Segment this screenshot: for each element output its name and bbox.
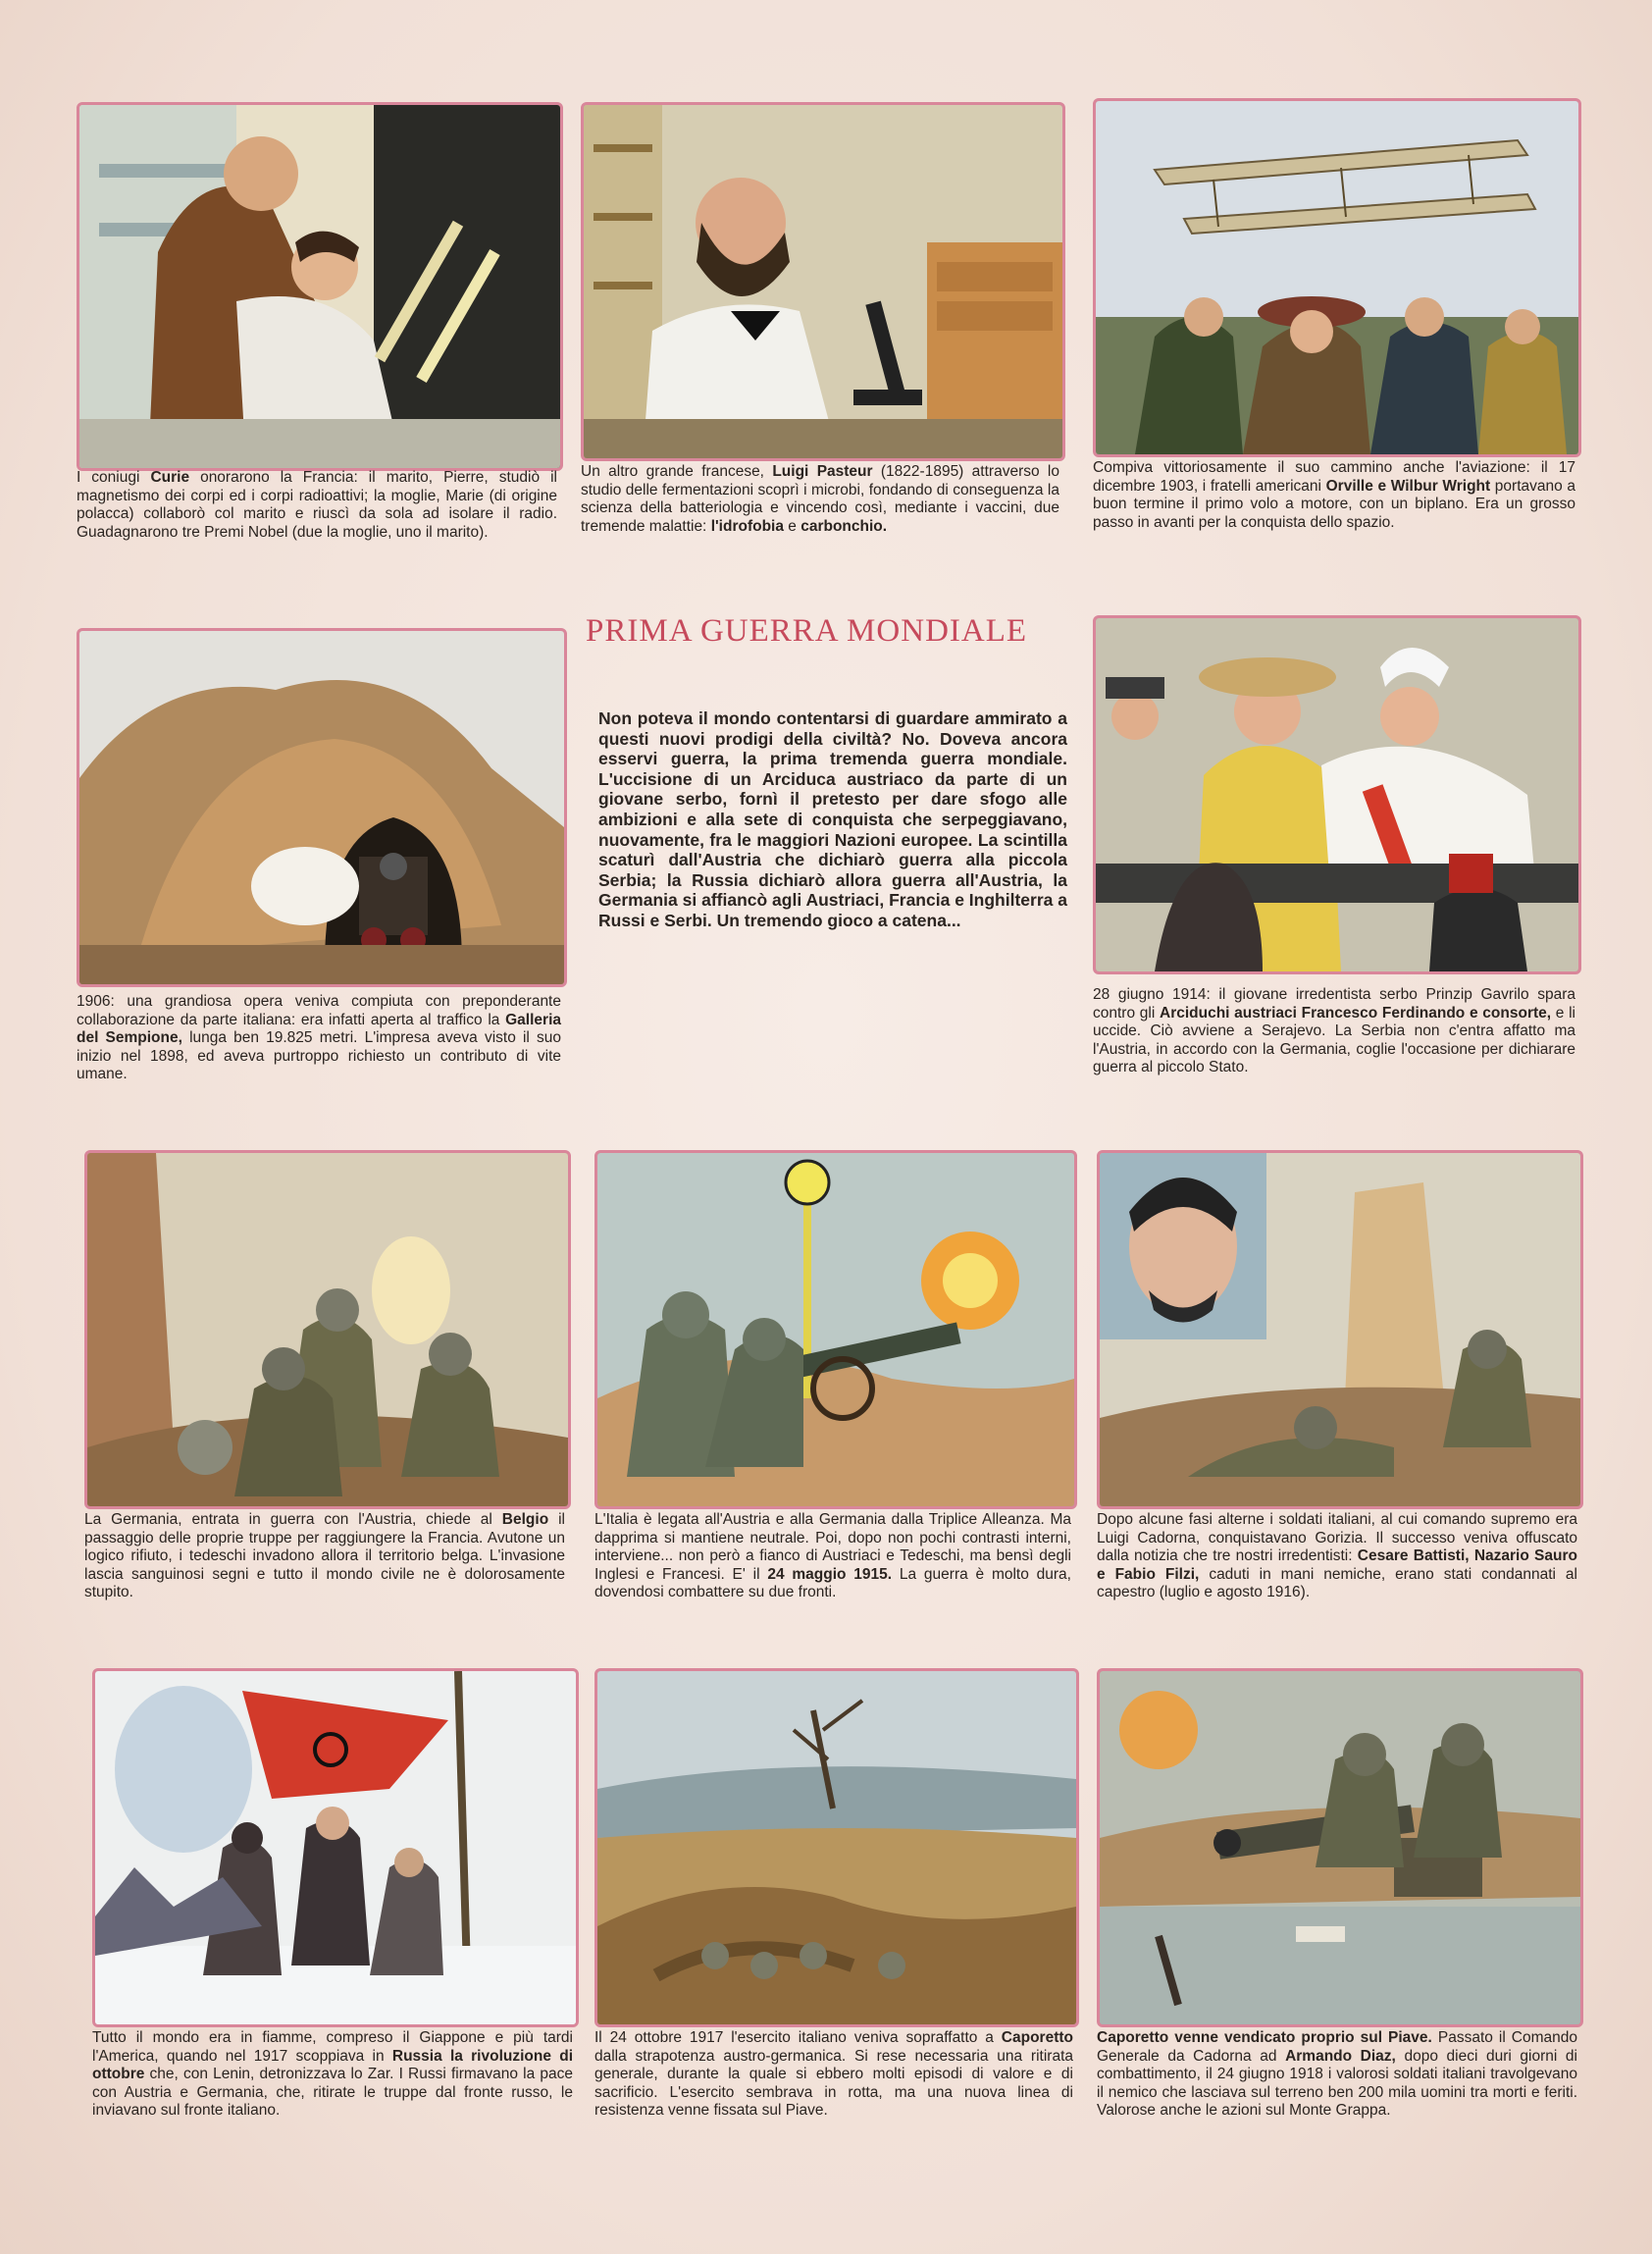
caption-text: Un altro grande francese, (581, 463, 773, 480)
caption-bold-text: Curie (150, 469, 190, 486)
belgium-invasion-illustration (87, 1153, 568, 1506)
intro-text: Non poteva il mondo contentarsi di guardare ammirato a questi nuovi prodigi della civiltà? No. Doveva ancora esservi guerra, la prima tremenda guerra mondiale. L'uccisione di un Arciduca austriaco da parte di un giovane serbo, fornì il pretesto per dare sfogo alle ambizioni e alla sete di conquista che serpeggiavano, nuovamente, fra le maggiori Nazioni europee. La scintilla scaturì dall'Austria che dichiarò guerra alla piccola Serbia; la Russia dichiarò allora guerra all'Austria, la Germania si affiancò agli Austriaci, Francia e Inghilterra a Russi e Serbi. Un tremendo gioco a catena... (598, 708, 1067, 930)
caption-text: Dopo alcune fasi alterne i soldati italiani, al cui comando supremo era Luigi Cadorna, conquistavano Gorizia. Il successo veniva offuscato dalla notizia che tre nostri irredentisti: (1097, 1511, 1577, 1565)
card-image (1093, 98, 1581, 457)
caption-bold-text: Orville e Wilbur Wright (1325, 477, 1491, 495)
caption-text: Compiva vittoriosamente il suo cammino anche l'aviazione: il 17 dicembre 1903, i fratelli americani (1093, 459, 1575, 495)
card-caption (581, 463, 1059, 536)
caption-bold-text: Caporetto venne vendicato proprio sul Piave. (1097, 2029, 1432, 2046)
section-title: PRIMA GUERRA MONDIALE (586, 613, 1028, 649)
card-caption (1093, 459, 1575, 532)
caption-text: Passato il Comando Generale da Cadorna ad (1097, 2029, 1577, 2065)
caption-text: 1906: una grandiosa opera veniva compiuta con preponderante collaborazione da parte italiana: era infatti aperta al traffico la (77, 993, 561, 1028)
caption-text: L'Italia è legata all'Austria e alla Germania dalla Triplice Alleanza. Ma dapprima si mantiene neutrale. Poi, dopo non pochi contrasti interni, interviene... non però a fianco di Austriaci e Tedeschi, ma bensì degli Inglesi e Francesi. E' il (594, 1511, 1071, 1583)
caption-text: dopo dieci duri giorni di combattimento, il 24 giugno 1918 i valorosi soldati italiani travolgevano il nemico che lasciava sul terreno ben 200 mila uomini tra morti e feriti. Valorose anche le azioni sul Monte Grappa. (1097, 2047, 1578, 2120)
caption-bold-text: Caporetto (1001, 2029, 1073, 2046)
card-caption (1093, 986, 1575, 1077)
card-caption (594, 2029, 1073, 2121)
wright-biplane-illustration (1096, 101, 1578, 454)
card-image (77, 102, 563, 471)
caption-text: I coniugi (77, 469, 151, 486)
curie-laboratory-illustration (79, 105, 560, 468)
card-image (1093, 615, 1581, 974)
card-caption (77, 993, 561, 1084)
caption-bold-text: l'idrofobia (710, 517, 784, 535)
caption-bold-text: Cesare Battisti, Nazario Sauro e Fabio Filzi, (1097, 1547, 1577, 1583)
card-image (581, 102, 1065, 461)
caption-bold-text: Belgio (501, 1511, 549, 1528)
card-caption (1097, 1511, 1577, 1602)
irredentists-battle-illustration (1100, 1153, 1580, 1506)
card-caption (594, 1511, 1071, 1602)
caption-text: e li uccide. Ciò avviene a Serajevo. La Serbia non c'entra affatto ma l'Austria, in accordo con la Germania, coglie l'occasione per dichiarare guerra al piccolo Stato. (1093, 1004, 1575, 1076)
card-image (594, 1150, 1077, 1509)
card-caption (77, 469, 557, 542)
caption-text: La Germania, entrata in guerra con l'Austria, chiede al (84, 1511, 502, 1528)
card-caption (1097, 2029, 1577, 2121)
caption-text: dalla strapotenza austro-germanica. Si rese necessaria una ritirata generale, durante la quale si ebbero molti episodi di valore e di sacrificio. L'esercito sembrava in rotta, ma una nuova linea di resistenza venne fissata sul Piave. (594, 2047, 1073, 2120)
card-image (1097, 1150, 1583, 1509)
card-caption (92, 2029, 573, 2121)
caption-bold-text: Arciduchi austriaci Francesco Ferdinando e consorte, (1160, 1004, 1552, 1022)
italian-artillery-illustration (597, 1153, 1074, 1506)
card-image (1097, 1668, 1583, 2027)
caption-bold-text: Luigi Pasteur (772, 463, 873, 480)
sarajevo-assassination-illustration (1096, 618, 1578, 971)
caption-text: (1822-1895) attraverso lo studio delle fermentazioni scoprì i microbi, fondando di conseguenza la scienza della batteriologia e vincendo così, mediante i vaccini, due tremende malattie: (581, 463, 1059, 535)
caption-text: La guerra è molto dura, dovendosi combattere su due fronti. (594, 1565, 1071, 1601)
russian-revolution-illustration (95, 1671, 576, 2024)
caption-text: caduti in mani nemiche, erano stati condannati al capestro (luglio e agosto 1916). (1097, 1565, 1577, 1601)
caption-bold-text: Armando Diaz, (1285, 2047, 1396, 2065)
caption-text: portavano a buon termine il primo volo a motore, con un biplano. Era un grosso passo in avanti per la conquista dello spazio. (1093, 477, 1575, 531)
card-image (84, 1150, 571, 1509)
card-image (594, 1668, 1079, 2027)
caption-text: Tutto il mondo era in fiamme, compreso il Giappone e più tardi l'America, quando nel 1917 scoppiava in (92, 2029, 573, 2065)
caption-bold-text: Russia la rivoluzione di ottobre (92, 2047, 573, 2083)
caption-text: il passaggio delle proprie truppe per raggiungere la Francia. Avutone un logico rifiuto, i tedeschi invadono allora il territorio belga. L'invasione lascia sanguinosi segni e tutto il mondo civile ne è dolorosamente stupito. (84, 1511, 565, 1601)
caption-text: Il 24 ottobre 1917 l'esercito italiano veniva sopraffatto a (594, 2029, 1002, 2046)
caption-text: 28 giugno 1914: il giovane irredentista serbo Prinzip Gavrilo spara contro gli (1093, 986, 1575, 1022)
caption-bold-text: Galleria del Sempione, (77, 1011, 561, 1047)
caption-text: lunga ben 19.825 metri. L'impresa aveva visto il suo inizio nel 1898, ed aveva purtroppo richiesto un contributo di vite umane. (77, 1029, 561, 1083)
caption-text: e (783, 517, 801, 535)
card-image (77, 628, 567, 987)
pasteur-microscope-illustration (584, 105, 1062, 458)
caption-text: che, con Lenin, detronizzava lo Zar. I Russi firmavano la pace con Austria e Germania, che, ritirate le truppe dal fronte russo, le inviavano sul fronte italiano. (92, 2066, 573, 2120)
card-image (92, 1668, 579, 2027)
caption-bold-text: 24 maggio 1915. (767, 1565, 893, 1583)
caporetto-trench-illustration (597, 1671, 1076, 2024)
card-caption (84, 1511, 565, 1602)
caption-text: onorarono la Francia: il marito, Pierre, studiò il magnetismo dei corpi ed i corpi radioattivi; la moglie, Marie (di origine polacca) collaborò col marito e riuscì da sola ad isolare il radio. Guadagnarono tre Premi Nobel (due la moglie, uno il marito). (77, 469, 557, 541)
piave-machine-gun-illustration (1100, 1671, 1580, 2024)
sempione-tunnel-illustration (79, 631, 564, 984)
caption-bold-text: carbonchio. (800, 517, 888, 535)
